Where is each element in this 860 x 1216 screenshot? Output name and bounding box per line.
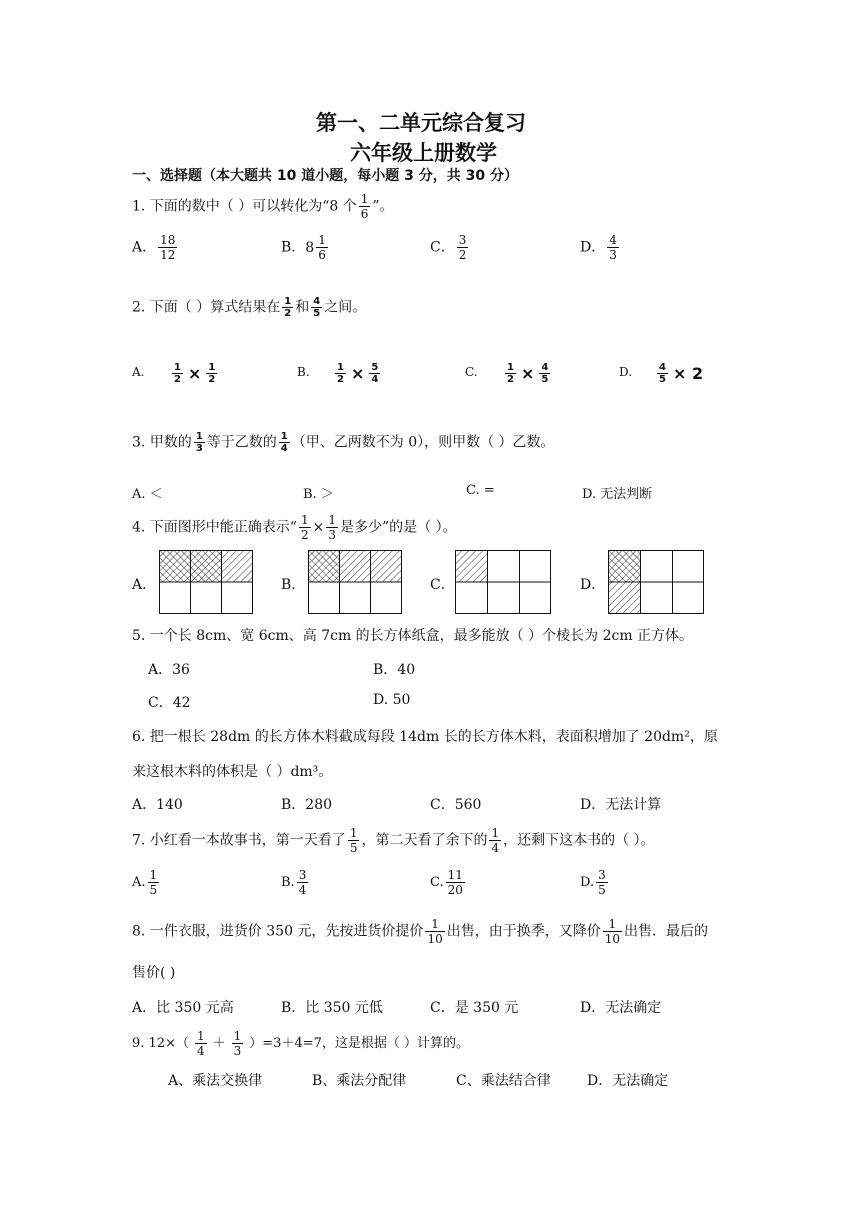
numerator: 1 [431,917,439,931]
question-text: 1. 下面的数中（ ）可以转化为“8 个 [132,198,357,215]
question-text: 和 [295,299,310,316]
numerator: 1 [608,917,617,931]
grid-figure-d[interactable] [608,550,704,614]
question-text: 等于乙数的 [206,434,277,451]
question-2 [132,296,366,319]
section-heading: 一、选择题（本大题共 10 道小题，每小题 3 分，共 30 分） [132,168,518,184]
numerator: 1 [491,826,500,840]
numerator: 1 [328,513,336,527]
option-c[interactable] [430,868,467,897]
question-text: 9. 12×（ [132,1036,189,1051]
denominator: 3 [609,248,617,262]
option-a[interactable] [132,868,161,897]
numerator: 3 [298,868,307,882]
option-label: C. [430,875,444,890]
option-label: B． [281,239,306,256]
question-4 [132,513,457,542]
denominator: 2 [284,308,292,319]
option-label: D. [619,365,633,379]
question-3 [132,431,555,454]
question-text: （甲、乙两数不为 0），则甲数（ ）乙数。 [291,434,555,451]
question-7 [132,826,655,855]
question-text: ”。 [372,198,394,215]
numerator: 1 [318,233,326,247]
option-a[interactable]: A．36 [148,662,190,678]
option-b-expression: $\frac{1}{2}$ × $\frac{5}{4}$ [337,362,379,385]
denominator: 6 [360,207,369,221]
option-d[interactable] [619,365,632,379]
option-c[interactable]: C. = [466,483,495,498]
option-a[interactable]: A、乘法交换律 [168,1073,263,1089]
denominator: 3 [195,443,203,454]
numerator: 4 [609,233,617,247]
option-a[interactable]: A． [132,577,157,593]
option-d-expression: $\frac{4}{5}$ × 2 [659,362,704,385]
grid-figure-c[interactable] [455,550,551,614]
numerator: 1 [233,1029,242,1043]
page-title: 第一、二单元综合复习 [316,111,526,135]
question-8-line-1 [132,917,708,946]
times-sign: × [312,519,325,536]
option-label: C． [430,239,455,256]
option-d[interactable]: D．无法计算 [580,797,662,813]
question-text: ，还剩下这本书的（ ）。 [503,832,655,849]
option-d[interactable] [580,868,610,897]
page-subtitle: 六年级上册数学 [350,141,497,165]
numerator: 18 [160,233,176,247]
denominator: 3 [233,1044,242,1058]
denominator: 20 [447,883,463,897]
option-b[interactable] [281,233,330,262]
numerator: 1 [196,1029,205,1043]
denominator: 3 [328,528,336,542]
option-a[interactable] [132,233,179,262]
grid-figure-b[interactable] [308,550,402,614]
option-label: C. [465,365,478,379]
question-text: 7. 小红看一本故事书，第一天看了 [132,832,346,849]
option-c[interactable]: C．560 [430,797,482,813]
denominator: 6 [318,248,326,262]
question-text: 出售，由于换季，又降价 [446,923,601,940]
option-label: D. [580,875,595,890]
numerator: 1 [149,868,158,882]
numerator: 1 [284,296,292,307]
question-text: 2. 下面（ ）算式结果在 [132,299,281,316]
option-a[interactable]: A．140 [132,797,183,813]
option-b[interactable]: B．280 [281,797,333,813]
question-1 [132,192,394,221]
denominator: 5 [149,883,158,897]
question-text: 3. 甲数的 [132,434,192,451]
option-b[interactable]: B．40 [373,662,416,678]
denominator: 12 [160,248,176,262]
option-label: B. [281,875,295,890]
option-b[interactable]: B．比 350 元低 [281,1000,383,1016]
denominator: 10 [427,932,443,946]
fraction [359,192,371,221]
denominator: 4 [298,883,307,897]
option-c[interactable]: C．42 [148,695,191,711]
denominator: 5 [313,308,321,319]
option-label: D． [580,239,606,256]
option-b[interactable]: B． [281,577,306,593]
denominator: 2 [300,528,309,542]
option-b[interactable]: B、乘法分配律 [312,1073,407,1089]
whole-number: 8 [305,239,315,256]
option-c-expression: $\frac{1}{2}$ × $\frac{4}{5}$ [507,362,549,385]
numerator: 3 [458,233,467,247]
denominator: 4 [280,443,288,454]
question-text: ，第二天看了余下的 [361,832,488,849]
numerator: 1 [360,192,369,206]
option-d[interactable]: D. 50 [373,692,411,708]
denominator: 5 [598,883,606,897]
option-a[interactable]: A. ＜ [132,487,163,502]
question-text: 是多少”的是（ ）。 [339,519,457,536]
option-label: A. [132,365,145,379]
option-b[interactable]: B. ＞ [303,487,334,502]
question-text: 8. 一件衣服，进货价 350 元，先按进货价提价 [132,923,424,940]
option-label: B. [297,365,310,379]
option-b[interactable] [281,868,310,897]
option-c[interactable]: C、乘法结合律 [456,1073,551,1089]
option-d[interactable] [580,233,621,262]
option-d[interactable]: D． [580,577,606,593]
option-d[interactable]: D. 无法判断 [582,487,653,502]
question-text: 4. 下面图形中能正确表示“ [132,519,297,536]
option-a[interactable]: A．比 350 元高 [132,1000,234,1016]
option-d[interactable]: D．无法确定 [587,1073,669,1089]
numerator: 1 [300,513,309,527]
question-text: 出售．最后的 [624,923,708,940]
question-6-line-2: 来这根木料的体积是（ ）dm³。 [132,764,333,780]
option-label: A． [132,239,157,256]
question-6-line-1: 6. 把一根长 28dm 的长方体木料截成每段 14dm 长的长方体木料，表面积增加了 20dm²，原 [132,729,718,745]
option-d[interactable]: D．无法确定 [580,1000,662,1016]
option-b[interactable] [297,365,310,379]
numerator: 1 [280,431,288,442]
grid-figure-a[interactable] [159,550,253,614]
option-c[interactable]: C． [430,577,455,593]
denominator: 2 [458,248,467,262]
denominator: 10 [604,932,620,946]
option-c[interactable] [465,365,478,379]
question-5: 5. 一个长 8cm、宽 6cm、高 7cm 的长方体纸盒，最多能放（ ）个棱长为 2cm 正方体。 [132,628,694,644]
question-text: 之间。 [324,299,367,316]
plus-sign: ＋ [212,1036,226,1051]
numerator: 4 [313,296,321,307]
numerator: 1 [195,431,203,442]
option-c[interactable] [430,233,470,262]
numerator: 3 [598,868,606,882]
numerator: 11 [447,868,463,882]
option-label: A. [132,875,146,890]
question-text: ）=3＋4=7，这是根据（ ）计算的。 [249,1036,470,1051]
denominator: 5 [349,841,358,855]
question-8-line-2: 售价( ) [132,965,176,981]
denominator: 4 [196,1044,205,1058]
option-a[interactable] [132,365,144,379]
option-a-expression: $\frac{1}{2}$ × $\frac{1}{2}$ [174,362,216,385]
denominator: 4 [491,841,500,855]
option-c[interactable]: C．是 350 元 [430,1000,519,1016]
question-9 [132,1029,469,1058]
numerator: 1 [349,826,358,840]
